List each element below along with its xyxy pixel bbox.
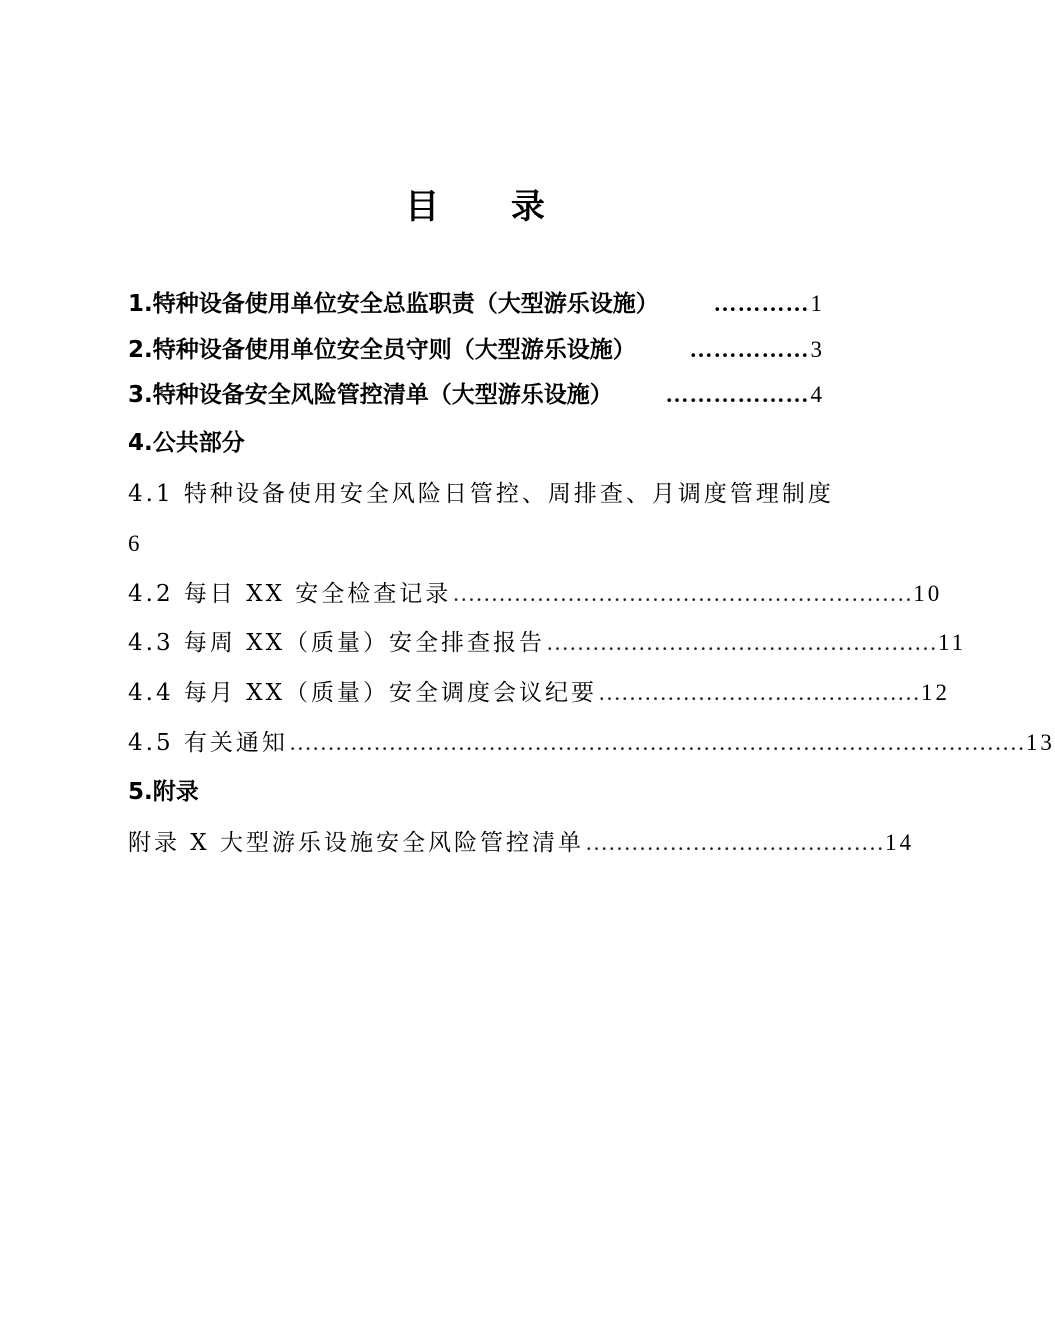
toc-dot-leader: ……………… — [665, 382, 810, 407]
toc-entry-label: 3.特种设备安全风险管控清单（大型游乐设施） — [128, 382, 613, 408]
toc-page-number: 11 — [937, 630, 967, 655]
toc-entry-label: 4.2 每日 XX 安全检查记录 — [128, 581, 452, 607]
toc-entry-1[interactable] — [128, 286, 822, 322]
section-5-heading[interactable]: 5.附录 — [128, 779, 199, 805]
toc-entry-4-2[interactable] — [128, 576, 943, 612]
section-4-heading[interactable]: 4.公共部分 — [128, 430, 245, 456]
toc-entry-4-5[interactable] — [128, 725, 1055, 761]
toc-page-number: 4 — [810, 382, 822, 407]
toc-entry-label: 4.3 每周 XX（质量）安全排查报告 — [128, 630, 545, 656]
toc-page-number: 1 — [810, 291, 822, 316]
toc-page-number: 14 — [885, 830, 914, 855]
page-title: 目 录 — [405, 187, 575, 227]
toc-page-number: 3 — [810, 337, 822, 362]
toc-dot-leader — [834, 476, 836, 512]
toc-entry-4-1[interactable] — [128, 476, 834, 512]
toc-entry-2[interactable] — [128, 332, 822, 368]
toc-entry-4-4[interactable] — [128, 675, 950, 711]
toc-dot-leader: …………………………………………… — [545, 630, 937, 655]
toc-entry-4-3[interactable] — [128, 625, 967, 661]
toc-entry-label: 1.特种设备使用单位安全总监职责（大型游乐设施） — [128, 291, 659, 317]
toc-entry-label: 附录 X 大型游乐设施安全风险管控清单 — [128, 830, 584, 856]
toc-page-number[interactable]: 6 — [128, 531, 140, 556]
toc-dot-leader: …………………………………… — [597, 680, 920, 705]
toc-dot-leader: ………… — [713, 291, 810, 316]
toc-dot-leader: ………………………………… — [585, 830, 884, 855]
toc-page-number: 10 — [913, 581, 943, 606]
toc-entry-label: 4.5 有关通知 — [128, 730, 288, 756]
toc-dot-leader: …………………………………………………… — [452, 581, 913, 606]
toc-dot-leader: …………………………………………………………………………………… — [288, 730, 1025, 755]
toc-page-number: 12 — [920, 680, 950, 705]
toc-entry-label: 4.1 特种设备使用安全风险日管控、周排查、月调度管理制度 — [128, 481, 834, 507]
toc-entry-label: 2.特种设备使用单位安全员守则（大型游乐设施） — [128, 337, 636, 363]
toc-entry-label: 4.4 每月 XX（质量）安全调度会议纪要 — [128, 680, 597, 706]
toc-entry-3[interactable] — [128, 377, 822, 413]
toc-dot-leader: …………… — [689, 337, 810, 362]
toc-page-number: 13 — [1025, 730, 1055, 755]
toc-entry-appendix-x[interactable] — [128, 825, 914, 861]
